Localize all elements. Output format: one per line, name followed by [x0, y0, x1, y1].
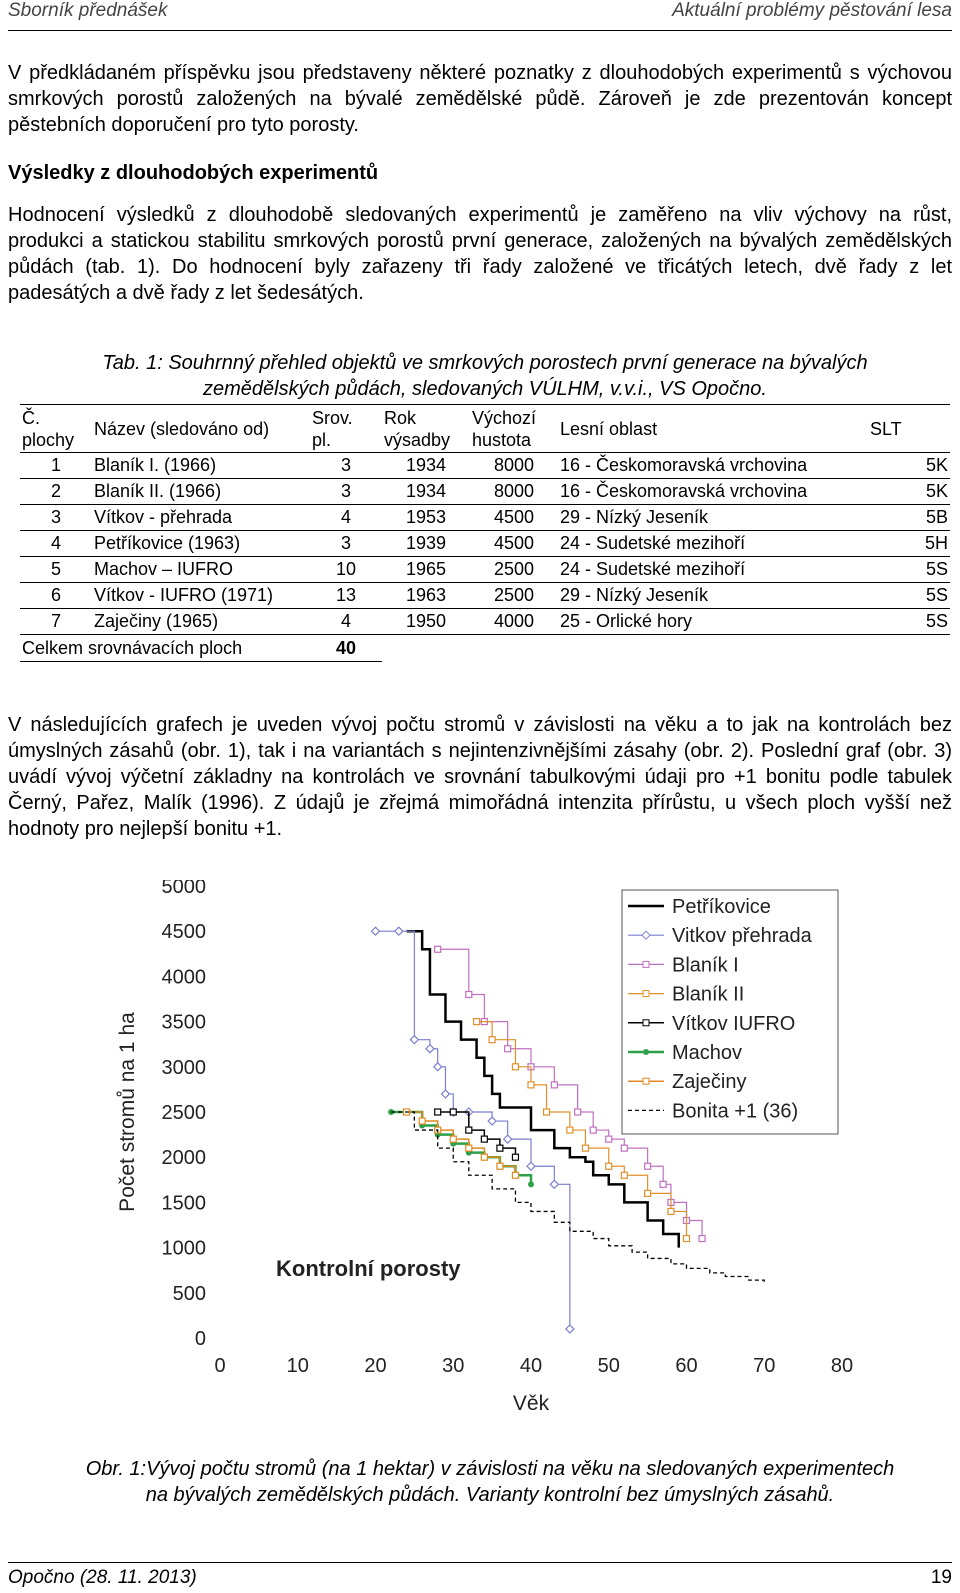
table-row	[20, 479, 950, 505]
footer-left: Opočno (28. 11. 2013)	[8, 1567, 197, 1588]
x-tick-label: 30	[442, 1355, 465, 1377]
table-header-row	[20, 405, 950, 453]
table-row	[20, 583, 950, 609]
th-slt: SLT	[870, 418, 902, 439]
figure-caption-line-1: Obr. 1:Vývoj počtu stromů (na 1 hektar) v závislosti na věku na sledovaných experimentech	[85, 1458, 895, 1480]
data-point	[450, 1136, 456, 1142]
cell-plot-number: 5	[50, 559, 61, 579]
cell-initial-density: 4500	[493, 533, 535, 553]
th-plot-number: Č. plochy	[22, 407, 75, 450]
table-row	[20, 609, 950, 635]
figure-caption	[20, 1456, 960, 1508]
data-point	[684, 1236, 690, 1242]
cell-initial-density: 8000	[493, 481, 535, 501]
cell-plot-number: 1	[50, 455, 61, 475]
data-point	[395, 927, 403, 935]
cell-name: Petříkovice (1963)	[94, 533, 241, 553]
cell-plot-number: 4	[50, 533, 61, 553]
cell-planting-year: 1965	[405, 559, 447, 579]
data-point	[527, 1162, 535, 1170]
data-point	[435, 946, 441, 952]
data-point	[410, 1036, 418, 1044]
table-row	[20, 557, 950, 583]
data-point	[435, 1109, 441, 1115]
data-point	[488, 1117, 496, 1125]
cell-slt: 5S	[925, 611, 948, 631]
cell-forest-region: 24 - Sudetské mezihoří	[560, 533, 746, 553]
data-point	[551, 1082, 557, 1088]
data-point	[466, 991, 472, 997]
data-point	[606, 1136, 612, 1142]
data-point	[660, 1181, 666, 1187]
cell-planting-year: 1939	[405, 533, 447, 553]
data-point	[582, 1145, 588, 1151]
cell-forest-region: 16 - Českomoravská vrchovina	[560, 481, 808, 501]
legend-label: Bonita +1 (36)	[672, 1100, 799, 1123]
data-point	[544, 1109, 550, 1115]
legend-label: Vítkov IUFRO	[672, 1012, 796, 1035]
legend-label: Blaník I	[672, 954, 739, 977]
cell-planting-year: 1953	[405, 507, 447, 527]
data-point	[645, 1190, 651, 1196]
y-axis-label: Počet stromů na 1 ha	[116, 1012, 139, 1212]
data-point	[668, 1208, 674, 1214]
y-tick-label: 4500	[161, 921, 206, 944]
data-point	[528, 1082, 534, 1088]
y-tick-label: 5000	[161, 880, 206, 898]
page-footer	[8, 1562, 952, 1593]
x-axis-label: Věk	[512, 1392, 550, 1415]
data-point	[474, 1019, 480, 1025]
cell-name: Blaník I. (1966)	[94, 455, 217, 475]
y-tick-label: 500	[172, 1282, 206, 1305]
data-point	[567, 1127, 573, 1133]
header-right: Aktuální problémy pěstování lesa	[672, 0, 952, 21]
cell-compared-plots: 4	[340, 611, 351, 631]
page-header	[8, 0, 952, 31]
graphs-paragraph: V následujících grafech je uveden vývoj počtu stromů v závislosti na věku a to jak na kontrolách bez úmyslných zásahů (obr. 1), tak i na variantách s nejintenzivnějšími zásahy (obr. 2). Poslední graf (obr. 3) uvádí vývoj výčetní základny na kontrolách ve srovnání tabulkovými údaji pro +1 bonitu podle tabulek Černý, Pařez, Malík (1996). Z údajů je zřejmá mimořádná intenzita přírůstu, u všech ploch vyšší než hodnoty pro nejlepší bonitu +1.	[8, 714, 952, 840]
x-tick-label: 50	[597, 1355, 620, 1377]
data-point	[528, 1181, 534, 1187]
y-tick-label: 2500	[161, 1102, 206, 1124]
cell-initial-density: 8000	[493, 455, 535, 475]
table-row	[20, 453, 950, 479]
cell-planting-year: 1934	[405, 455, 447, 475]
cell-initial-density: 2500	[493, 585, 535, 605]
table-row	[20, 505, 950, 531]
legend-marker	[643, 1020, 649, 1026]
cell-name: Vítkov - přehrada	[94, 507, 233, 527]
experiments-table	[20, 404, 950, 662]
x-tick-label: 60	[675, 1355, 698, 1377]
legend-marker	[643, 1078, 649, 1084]
legend-label: Petříkovice	[672, 896, 771, 918]
table-total-row	[20, 635, 950, 662]
x-tick-label: 80	[830, 1355, 854, 1377]
data-point	[504, 1135, 512, 1143]
legend-label: Machov	[672, 1042, 743, 1064]
data-point	[497, 1145, 503, 1151]
table-caption	[20, 350, 950, 402]
data-point	[645, 1163, 651, 1169]
y-tick-label: 1500	[161, 1192, 206, 1215]
th-planting-year: Rok výsadby	[384, 407, 451, 450]
intro-paragraph: V předkládaném příspěvku jsou představeny některé poznatky z dlouhodobých experimentů s výchovou smrkových porostů založených na bývalé zemědělské půdě. Zároveň je zde prezentován koncept pěstebních doporučení pro tyto porosty.	[8, 62, 952, 136]
data-point	[550, 1180, 558, 1188]
y-tick-label: 0	[194, 1328, 206, 1350]
data-point	[489, 1037, 495, 1043]
legend-label: Blaník II	[672, 983, 745, 1006]
cell-forest-region: 16 - Českomoravská vrchovina	[560, 455, 808, 475]
cell-plot-number: 7	[50, 611, 61, 631]
cell-compared-plots: 3	[340, 481, 351, 501]
legend-label: Vitkov přehrada	[672, 925, 812, 948]
cell-initial-density: 2500	[493, 559, 535, 579]
th-forest-region: Lesní oblast	[560, 418, 658, 439]
x-tick-label: 40	[519, 1355, 543, 1377]
cell-initial-density: 4500	[493, 507, 535, 527]
th-initial-density: Výchozí hustota	[472, 407, 537, 450]
data-point	[497, 1163, 503, 1169]
cell-slt: 5K	[925, 455, 948, 475]
figure-caption-line-2: na bývalých zemědělských půdách. Varianty kontrolní bez úmyslných zásahů.	[145, 1484, 835, 1506]
data-point	[419, 1118, 425, 1124]
cell-planting-year: 1934	[405, 481, 447, 501]
data-point	[481, 1136, 487, 1142]
legend-marker	[643, 961, 649, 967]
table-row	[20, 531, 950, 557]
data-point	[512, 1172, 518, 1178]
cell-plot-number: 6	[50, 585, 61, 605]
data-point	[450, 1109, 456, 1115]
data-point	[575, 1109, 581, 1115]
data-point	[621, 1145, 627, 1151]
y-tick-label: 3500	[161, 1011, 206, 1034]
cell-name: Machov – IUFRO	[94, 559, 234, 579]
data-point	[426, 1045, 434, 1053]
data-point	[699, 1236, 705, 1242]
data-point	[466, 1127, 472, 1133]
y-tick-label: 2000	[161, 1147, 206, 1170]
data-point	[434, 1063, 442, 1071]
data-point	[372, 927, 380, 935]
cell-slt: 5B	[925, 507, 948, 527]
cell-compared-plots: 13	[335, 585, 357, 605]
y-tick-label: 4000	[161, 966, 206, 989]
cell-slt: 5K	[925, 481, 948, 501]
cell-name: Vítkov - IUFRO (1971)	[94, 585, 274, 605]
data-point	[512, 1154, 518, 1160]
table-caption-line-1: Tab. 1: Souhrnný přehled objektů ve smrkových porostech první generace na bývalých	[102, 352, 868, 374]
cell-slt: 5H	[924, 533, 948, 553]
data-point	[441, 1090, 449, 1098]
cell-compared-plots: 3	[340, 455, 351, 475]
cell-name: Zaječiny (1965)	[94, 611, 219, 631]
x-tick-label: 70	[753, 1355, 776, 1377]
cell-compared-plots: 4	[340, 507, 351, 527]
cell-slt: 5S	[925, 559, 948, 579]
th-name: Název (sledováno od)	[94, 418, 270, 439]
cell-forest-region: 24 - Sudetské mezihoří	[560, 559, 746, 579]
x-tick-label: 20	[364, 1355, 387, 1377]
legend-marker	[643, 1049, 649, 1055]
cell-forest-region: 29 - Nízký Jeseník	[560, 585, 709, 605]
cell-forest-region: 29 - Nízký Jeseník	[560, 507, 709, 527]
cell-planting-year: 1950	[405, 611, 447, 631]
total-value: 40	[310, 635, 382, 662]
table-caption-line-2: zemědělských půdách, sledovaných VÚLHM, v.v.i., VS Opočno.	[203, 378, 767, 400]
th-compared-plots: Srov. pl.	[312, 407, 353, 450]
page-number: 19	[930, 1567, 952, 1588]
data-point	[481, 1154, 487, 1160]
data-point	[505, 1046, 511, 1052]
total-label: Celkem srovnávacích ploch	[20, 635, 310, 662]
data-point	[606, 1163, 612, 1169]
cell-slt: 5S	[925, 585, 948, 605]
section-heading: Výsledky z dlouhodobých experimentů	[8, 162, 379, 184]
data-point	[566, 1325, 574, 1333]
x-tick-label: 0	[214, 1355, 226, 1377]
legend-marker	[643, 991, 649, 997]
y-tick-label: 3000	[161, 1056, 206, 1079]
cell-compared-plots: 3	[340, 533, 351, 553]
tree-count-chart	[100, 880, 860, 1440]
cell-forest-region: 25 - Orlické hory	[560, 611, 693, 631]
cell-initial-density: 4000	[493, 611, 535, 631]
chart-annotation: Kontrolní porosty	[276, 1256, 461, 1281]
data-point	[621, 1172, 627, 1178]
cell-plot-number: 3	[50, 507, 61, 527]
legend-label: Zaječiny	[672, 1071, 747, 1094]
data-point	[590, 1127, 596, 1133]
data-point	[466, 1145, 472, 1151]
cell-planting-year: 1963	[405, 585, 447, 605]
data-point	[512, 1064, 518, 1070]
section-paragraph: Hodnocení výsledků z dlouhodobě sledovaných experimentů je zaměřeno na vliv výchovy na růst, produkci a statickou stabilitu smrkových porostů první generace, založených na bývalých zemědělských půdách (tab. 1). Do hodnocení byly zařazeny tři řady založené ve třicátých letech, dvě řady z let padesátých a dvě řady z let šedesátých.	[8, 204, 952, 304]
cell-name: Blaník II. (1966)	[94, 481, 222, 501]
header-left: Sborník přednášek	[8, 0, 168, 21]
x-tick-label: 10	[286, 1355, 309, 1377]
cell-plot-number: 2	[50, 481, 61, 501]
y-tick-label: 1000	[161, 1237, 206, 1260]
cell-compared-plots: 10	[335, 559, 357, 579]
